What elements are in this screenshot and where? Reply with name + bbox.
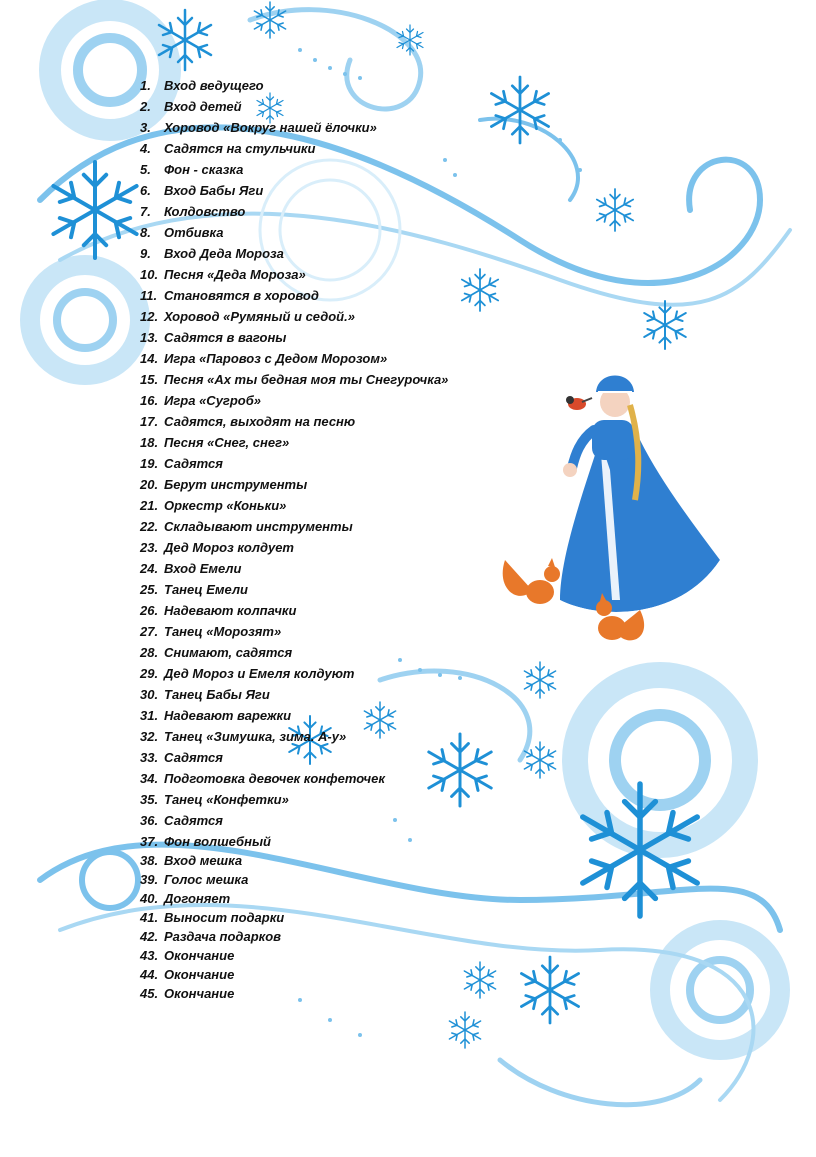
item-text: Игра «Паровоз с Дедом Морозом» — [164, 351, 388, 366]
list-item — [132, 477, 448, 498]
item-number: 29. — [140, 666, 159, 681]
item-text: Хоровод «Румяный и седой.» — [164, 309, 355, 324]
item-text: Танец Емели — [164, 582, 248, 597]
item-number: 2. — [140, 99, 151, 114]
list-item — [132, 891, 448, 910]
list-item — [132, 687, 448, 708]
item-text: Вход ведущего — [164, 78, 264, 93]
list-item — [132, 414, 448, 435]
item-number: 6. — [140, 183, 151, 198]
list-item — [132, 288, 448, 309]
item-text: Снимают, садятся — [164, 645, 293, 660]
item-text: Становятся в хоровод — [164, 288, 319, 303]
item-text: Окончание — [164, 986, 235, 1001]
list-item — [132, 708, 448, 729]
item-text: Танец «Конфетки» — [164, 792, 289, 807]
list-item — [132, 330, 448, 351]
item-number: 28. — [140, 645, 159, 660]
item-text: Хоровод «Вокруг нашей ёлочки» — [164, 120, 377, 135]
item-text: Танец «Зимушка, зима. А-у» — [164, 729, 347, 744]
item-text: Садятся — [164, 456, 223, 471]
item-number: 5. — [140, 162, 151, 177]
item-text: Вход Емели — [164, 561, 242, 576]
item-number: 11. — [140, 288, 158, 303]
item-number: 35. — [140, 792, 159, 807]
item-text: Садятся на стульчики — [164, 141, 316, 156]
item-number: 8. — [140, 225, 151, 240]
list-item — [132, 967, 448, 986]
item-number: 43. — [140, 948, 159, 963]
item-number: 34. — [140, 771, 159, 786]
item-text: Садятся, выходят на песню — [164, 414, 356, 429]
list-item — [132, 393, 448, 414]
item-text: Садятся в вагоны — [164, 330, 287, 345]
item-number: 21. — [140, 498, 159, 513]
item-text: Садятся — [164, 750, 223, 765]
list-item — [132, 750, 448, 771]
item-number: 38. — [140, 853, 159, 868]
item-number: 7. — [140, 204, 151, 219]
list-item — [132, 78, 448, 99]
list-item — [132, 948, 448, 967]
list-item — [132, 986, 448, 1005]
program-list — [132, 78, 448, 1005]
item-number: 31. — [140, 708, 159, 723]
item-number: 30. — [140, 687, 159, 702]
item-text: Дед Мороз и Емеля колдуют — [164, 666, 355, 681]
item-number: 37. — [140, 834, 159, 849]
list-item — [132, 561, 448, 582]
item-text: Колдовство — [164, 204, 246, 219]
item-text: Выносит подарки — [164, 910, 285, 925]
item-number: 24. — [140, 561, 159, 576]
item-number: 22. — [140, 519, 159, 534]
list-item — [132, 540, 448, 561]
list-item — [132, 267, 448, 288]
item-text: Вход детей — [164, 99, 242, 114]
list-item — [132, 853, 448, 872]
snow-maiden-illustration — [558, 376, 724, 624]
item-text: Танец «Морозят» — [164, 624, 282, 639]
item-text: Фон волшебный — [164, 834, 272, 849]
item-text: Надевают варежки — [164, 708, 292, 723]
item-number: 19. — [140, 456, 159, 471]
list-item — [132, 771, 448, 792]
list-item — [132, 351, 448, 372]
item-number: 41. — [140, 910, 159, 925]
item-text: Берут инструменты — [164, 477, 308, 492]
item-text: Окончание — [164, 967, 235, 982]
list-item — [132, 813, 448, 834]
item-number: 44. — [140, 967, 159, 982]
item-number: 20. — [140, 477, 159, 492]
list-item — [132, 309, 448, 330]
item-number: 25. — [140, 582, 159, 597]
item-number: 36. — [140, 813, 159, 828]
list-item — [132, 183, 448, 204]
item-text: Подготовка девочек конфеточек — [164, 771, 385, 786]
list-item — [132, 872, 448, 891]
item-text: Окончание — [164, 948, 235, 963]
list-item — [132, 372, 448, 393]
list-item — [132, 498, 448, 519]
item-text: Танец Бабы Яги — [164, 687, 270, 702]
item-text: Песня «Ах ты бедная моя ты Снегурочка» — [164, 372, 449, 387]
list-item — [132, 910, 448, 929]
item-number: 16. — [140, 393, 159, 408]
item-text: Игра «Сугроб» — [164, 393, 262, 408]
list-item — [132, 834, 448, 853]
item-text: Фон - сказка — [164, 162, 244, 177]
item-number: 1. — [140, 78, 151, 93]
list-item — [132, 645, 448, 666]
list-item — [132, 120, 448, 141]
list-item — [132, 624, 448, 645]
item-number: 3. — [140, 120, 151, 135]
item-number: 12. — [140, 309, 159, 324]
item-number: 23. — [140, 540, 159, 555]
list-item — [132, 99, 448, 120]
item-number: 9. — [140, 246, 151, 261]
item-text: Раздача подарков — [164, 929, 282, 944]
item-text: Вход мешка — [164, 853, 243, 868]
item-text: Надевают колпачки — [164, 603, 297, 618]
item-number: 14. — [140, 351, 159, 366]
list-item — [132, 225, 448, 246]
item-number: 32. — [140, 729, 159, 744]
item-text: Вход Бабы Яги — [164, 183, 264, 198]
list-item — [132, 582, 448, 603]
item-text: Песня «Снег, снег» — [164, 435, 290, 450]
item-text: Оркестр «Коньки» — [164, 498, 287, 513]
item-number: 10. — [140, 267, 159, 282]
item-number: 17. — [140, 414, 159, 429]
list-item — [132, 246, 448, 267]
item-text: Голос мешка — [164, 872, 249, 887]
squirrel-icon — [503, 558, 560, 604]
item-text: Отбивка — [164, 225, 224, 240]
item-number: 27. — [140, 624, 159, 639]
list-item — [132, 603, 448, 624]
item-number: 40. — [140, 891, 159, 906]
item-number: 15. — [140, 372, 159, 387]
item-text: Догоняет — [164, 891, 231, 906]
item-number: 13. — [140, 330, 159, 345]
item-text: Складывают инструменты — [164, 519, 353, 534]
item-text: Дед Мороз колдует — [164, 540, 294, 555]
item-number: 4. — [140, 141, 151, 156]
list-item — [132, 141, 448, 162]
item-text: Садятся — [164, 813, 223, 828]
list-item — [132, 792, 448, 813]
list-item — [132, 162, 448, 183]
list-item — [132, 929, 448, 948]
list-item — [132, 729, 448, 750]
item-text: Вход Деда Мороза — [164, 246, 284, 261]
list-item — [132, 435, 448, 456]
item-number: 45. — [140, 986, 159, 1001]
item-number: 26. — [140, 603, 159, 618]
list-item — [132, 456, 448, 477]
item-number: 33. — [140, 750, 159, 765]
item-number: 42. — [140, 929, 159, 944]
list-item — [132, 204, 448, 225]
bullfinch-icon — [566, 396, 592, 410]
item-number: 39. — [140, 872, 159, 887]
item-number: 18. — [140, 435, 159, 450]
item-text: Песня «Деда Мороза» — [164, 267, 306, 282]
list-item — [132, 666, 448, 687]
list-item — [132, 519, 448, 540]
